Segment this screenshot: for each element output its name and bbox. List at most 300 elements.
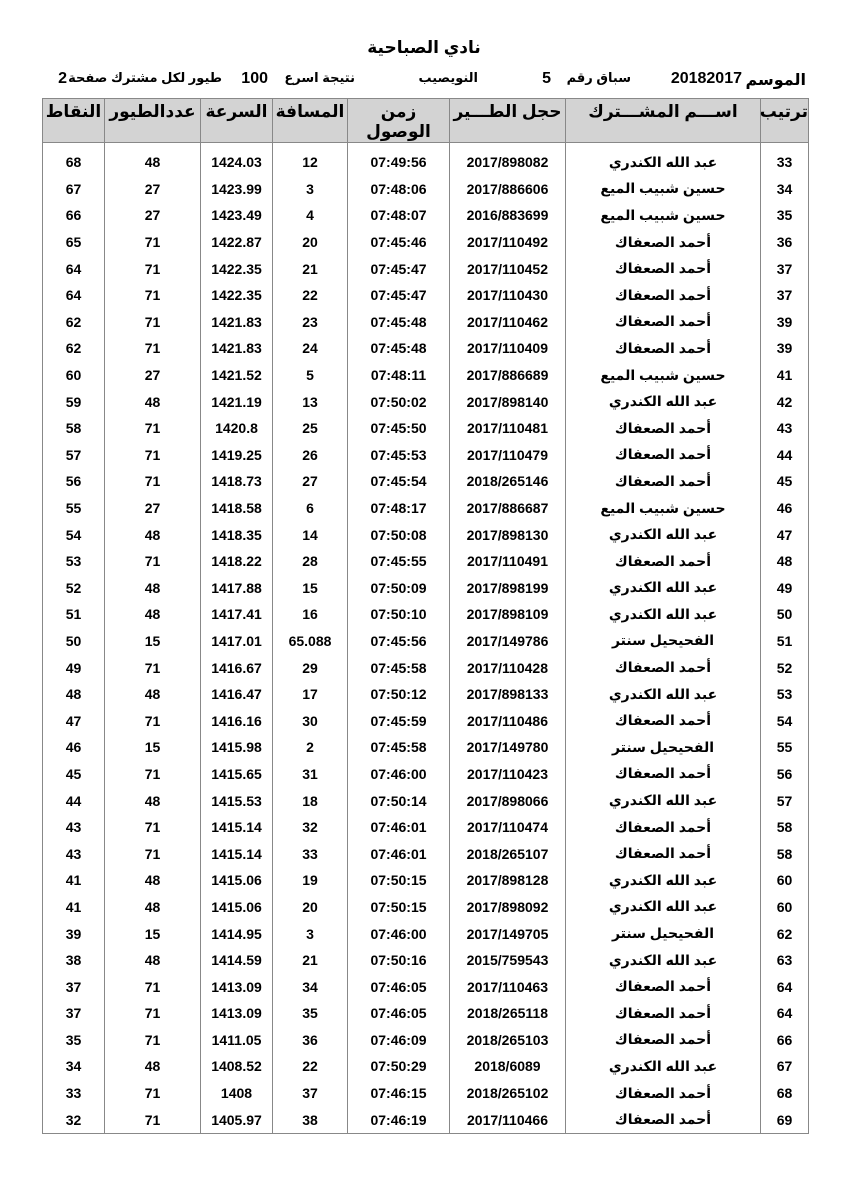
cell-name: حسين شبيب الميع bbox=[566, 362, 761, 389]
table-row bbox=[43, 1027, 809, 1054]
cell-points: 37 bbox=[43, 973, 105, 1000]
cell-points: 64 bbox=[43, 255, 105, 282]
table-row bbox=[43, 628, 809, 655]
cell-rank: 43 bbox=[761, 415, 809, 442]
cell-distance: 15 bbox=[273, 575, 348, 602]
col-birds-header: عددالطيور bbox=[105, 99, 201, 143]
cell-ring: 2017/110462 bbox=[450, 309, 566, 336]
season-value: 20182017 bbox=[670, 70, 742, 87]
cell-arrival: 07:46:19 bbox=[348, 1106, 450, 1133]
cell-distance: 13 bbox=[273, 388, 348, 415]
cell-distance: 35 bbox=[273, 1000, 348, 1027]
table-row bbox=[43, 761, 809, 788]
cell-distance: 25 bbox=[273, 415, 348, 442]
cell-distance: 30 bbox=[273, 707, 348, 734]
cell-points: 62 bbox=[43, 335, 105, 362]
cell-rank: 47 bbox=[761, 521, 809, 548]
cell-birds: 48 bbox=[105, 388, 201, 415]
cell-rank: 42 bbox=[761, 388, 809, 415]
table-row bbox=[43, 1106, 809, 1133]
cell-distance: 26 bbox=[273, 442, 348, 469]
cell-name: عبد الله الكندري bbox=[566, 601, 761, 628]
col-ring-header: حجل الطـــير bbox=[450, 99, 566, 143]
table-row bbox=[43, 867, 809, 894]
cell-points: 37 bbox=[43, 1000, 105, 1027]
col-speed-header: السرعة bbox=[201, 99, 273, 143]
cell-speed: 1415.65 bbox=[201, 761, 273, 788]
table-row bbox=[43, 601, 809, 628]
cell-points: 52 bbox=[43, 575, 105, 602]
cell-speed: 1414.95 bbox=[201, 920, 273, 947]
cell-distance: 27 bbox=[273, 468, 348, 495]
col-distance-header: المسافة bbox=[273, 99, 348, 143]
cell-speed: 1420.8 bbox=[201, 415, 273, 442]
cell-rank: 68 bbox=[761, 1080, 809, 1107]
cell-speed: 1415.06 bbox=[201, 894, 273, 921]
table-row bbox=[43, 229, 809, 256]
race-number-value: 5 bbox=[542, 70, 551, 87]
cell-distance: 20 bbox=[273, 894, 348, 921]
cell-speed: 1422.35 bbox=[201, 255, 273, 282]
cell-birds: 71 bbox=[105, 814, 201, 841]
cell-ring: 2017/110486 bbox=[450, 707, 566, 734]
table-row bbox=[43, 362, 809, 389]
cell-distance: 21 bbox=[273, 947, 348, 974]
cell-birds: 71 bbox=[105, 1106, 201, 1133]
cell-birds: 71 bbox=[105, 255, 201, 282]
cell-points: 46 bbox=[43, 734, 105, 761]
cell-points: 51 bbox=[43, 601, 105, 628]
table-row bbox=[43, 707, 809, 734]
cell-name: أحمد الصعفاك bbox=[566, 548, 761, 575]
cell-distance: 2 bbox=[273, 734, 348, 761]
cell-speed: 1419.25 bbox=[201, 442, 273, 469]
cell-arrival: 07:45:54 bbox=[348, 468, 450, 495]
cell-birds: 71 bbox=[105, 973, 201, 1000]
cell-rank: 48 bbox=[761, 548, 809, 575]
cell-name: أحمد الصعفاك bbox=[566, 973, 761, 1000]
cell-rank: 60 bbox=[761, 867, 809, 894]
cell-points: 49 bbox=[43, 654, 105, 681]
cell-arrival: 07:50:10 bbox=[348, 601, 450, 628]
cell-arrival: 07:45:59 bbox=[348, 707, 450, 734]
col-rank-header: ترتيب bbox=[761, 99, 809, 143]
table-row bbox=[43, 495, 809, 522]
cell-ring: 2017/110452 bbox=[450, 255, 566, 282]
cell-speed: 1417.88 bbox=[201, 575, 273, 602]
cell-points: 62 bbox=[43, 309, 105, 336]
cell-birds: 48 bbox=[105, 1053, 201, 1080]
cell-birds: 71 bbox=[105, 840, 201, 867]
cell-birds: 71 bbox=[105, 282, 201, 309]
cell-distance: 38 bbox=[273, 1106, 348, 1133]
race-location: النويصيب bbox=[418, 70, 478, 85]
table-row bbox=[43, 176, 809, 203]
cell-points: 47 bbox=[43, 707, 105, 734]
cell-speed: 1416.47 bbox=[201, 681, 273, 708]
cell-distance: 22 bbox=[273, 282, 348, 309]
cell-arrival: 07:45:55 bbox=[348, 548, 450, 575]
cell-rank: 52 bbox=[761, 654, 809, 681]
cell-distance: 33 bbox=[273, 840, 348, 867]
cell-ring: 2017/110409 bbox=[450, 335, 566, 362]
cell-birds: 48 bbox=[105, 601, 201, 628]
cell-birds: 71 bbox=[105, 1000, 201, 1027]
table-row bbox=[43, 149, 809, 176]
cell-name: الفحيحيل سنتر bbox=[566, 628, 761, 655]
table-row bbox=[43, 388, 809, 415]
cell-rank: 60 bbox=[761, 894, 809, 921]
cell-name: حسين شبيب الميع bbox=[566, 176, 761, 203]
cell-rank: 45 bbox=[761, 468, 809, 495]
cell-distance: 36 bbox=[273, 1027, 348, 1054]
table-row bbox=[43, 814, 809, 841]
cell-distance: 20 bbox=[273, 229, 348, 256]
season-label: الموسم bbox=[745, 72, 806, 89]
cell-points: 59 bbox=[43, 388, 105, 415]
cell-ring: 2017/110481 bbox=[450, 415, 566, 442]
cell-ring: 2017/898128 bbox=[450, 867, 566, 894]
cell-speed: 1415.14 bbox=[201, 840, 273, 867]
cell-arrival: 07:50:09 bbox=[348, 575, 450, 602]
cell-birds: 48 bbox=[105, 867, 201, 894]
cell-birds: 71 bbox=[105, 654, 201, 681]
cell-arrival: 07:45:50 bbox=[348, 415, 450, 442]
race-number-label: سباق رقم bbox=[566, 70, 631, 85]
cell-birds: 48 bbox=[105, 681, 201, 708]
cell-ring: 2017/898066 bbox=[450, 787, 566, 814]
cell-name: أحمد الصعفاك bbox=[566, 1080, 761, 1107]
table-row bbox=[43, 734, 809, 761]
cell-points: 44 bbox=[43, 787, 105, 814]
cell-rank: 50 bbox=[761, 601, 809, 628]
cell-arrival: 07:48:07 bbox=[348, 202, 450, 229]
cell-birds: 71 bbox=[105, 1027, 201, 1054]
cell-speed: 1418.35 bbox=[201, 521, 273, 548]
cell-speed: 1422.35 bbox=[201, 282, 273, 309]
cell-rank: 37 bbox=[761, 282, 809, 309]
table-row bbox=[43, 415, 809, 442]
cell-points: 56 bbox=[43, 468, 105, 495]
cell-birds: 27 bbox=[105, 176, 201, 203]
cell-arrival: 07:46:15 bbox=[348, 1080, 450, 1107]
cell-arrival: 07:45:58 bbox=[348, 734, 450, 761]
cell-arrival: 07:46:01 bbox=[348, 814, 450, 841]
cell-speed: 1415.53 bbox=[201, 787, 273, 814]
cell-rank: 56 bbox=[761, 761, 809, 788]
cell-name: عبد الله الكندري bbox=[566, 149, 761, 176]
cell-name: عبد الله الكندري bbox=[566, 947, 761, 974]
cell-distance: 6 bbox=[273, 495, 348, 522]
cell-arrival: 07:45:47 bbox=[348, 282, 450, 309]
cell-distance: 37 bbox=[273, 1080, 348, 1107]
cell-arrival: 07:50:16 bbox=[348, 947, 450, 974]
cell-points: 35 bbox=[43, 1027, 105, 1054]
cell-rank: 34 bbox=[761, 176, 809, 203]
cell-ring: 2018/6089 bbox=[450, 1053, 566, 1080]
cell-rank: 55 bbox=[761, 734, 809, 761]
table-row bbox=[43, 575, 809, 602]
table-row bbox=[43, 282, 809, 309]
table-row bbox=[43, 442, 809, 469]
cell-distance: 31 bbox=[273, 761, 348, 788]
cell-name: أحمد الصعفاك bbox=[566, 814, 761, 841]
cell-birds: 48 bbox=[105, 521, 201, 548]
cell-points: 65 bbox=[43, 229, 105, 256]
cell-name: أحمد الصعفاك bbox=[566, 415, 761, 442]
table-row bbox=[43, 255, 809, 282]
cell-speed: 1421.19 bbox=[201, 388, 273, 415]
cell-points: 57 bbox=[43, 442, 105, 469]
cell-name: عبد الله الكندري bbox=[566, 388, 761, 415]
cell-name: الفحيحيل سنتر bbox=[566, 920, 761, 947]
cell-rank: 51 bbox=[761, 628, 809, 655]
table-row bbox=[43, 309, 809, 336]
cell-birds: 71 bbox=[105, 229, 201, 256]
cell-arrival: 07:48:11 bbox=[348, 362, 450, 389]
cell-name: أحمد الصعفاك bbox=[566, 255, 761, 282]
cell-points: 34 bbox=[43, 1053, 105, 1080]
cell-birds: 71 bbox=[105, 335, 201, 362]
cell-ring: 2017/886606 bbox=[450, 176, 566, 203]
cell-arrival: 07:50:15 bbox=[348, 867, 450, 894]
cell-distance: 24 bbox=[273, 335, 348, 362]
cell-ring: 2017/898092 bbox=[450, 894, 566, 921]
cell-points: 32 bbox=[43, 1106, 105, 1133]
cell-points: 50 bbox=[43, 628, 105, 655]
cell-arrival: 07:46:00 bbox=[348, 920, 450, 947]
cell-rank: 46 bbox=[761, 495, 809, 522]
cell-ring: 2017/898140 bbox=[450, 388, 566, 415]
cell-speed: 1411.05 bbox=[201, 1027, 273, 1054]
cell-distance: 18 bbox=[273, 787, 348, 814]
cell-arrival: 07:45:58 bbox=[348, 654, 450, 681]
table-row bbox=[43, 521, 809, 548]
cell-arrival: 07:50:29 bbox=[348, 1053, 450, 1080]
col-arrival-header: زمن الوصول bbox=[348, 99, 450, 143]
page-label: طيور لكل مشترك صفحة bbox=[68, 70, 222, 85]
cell-speed: 1408 bbox=[201, 1080, 273, 1107]
cell-name: عبد الله الكندري bbox=[566, 1053, 761, 1080]
cell-rank: 39 bbox=[761, 335, 809, 362]
cell-arrival: 07:45:48 bbox=[348, 309, 450, 336]
cell-rank: 35 bbox=[761, 202, 809, 229]
cell-arrival: 07:46:01 bbox=[348, 840, 450, 867]
table-row bbox=[43, 548, 809, 575]
cell-speed: 1421.83 bbox=[201, 335, 273, 362]
cell-rank: 67 bbox=[761, 1053, 809, 1080]
cell-distance: 3 bbox=[273, 176, 348, 203]
table-row bbox=[43, 1000, 809, 1027]
race-info-line bbox=[46, 70, 806, 90]
cell-ring: 2018/265102 bbox=[450, 1080, 566, 1107]
table-row bbox=[43, 681, 809, 708]
table-row bbox=[43, 787, 809, 814]
cell-speed: 1422.87 bbox=[201, 229, 273, 256]
cell-rank: 37 bbox=[761, 255, 809, 282]
cell-arrival: 07:45:48 bbox=[348, 335, 450, 362]
cell-name: أحمد الصعفاك bbox=[566, 1000, 761, 1027]
cell-arrival: 07:50:08 bbox=[348, 521, 450, 548]
cell-rank: 54 bbox=[761, 707, 809, 734]
cell-points: 41 bbox=[43, 894, 105, 921]
cell-distance: 34 bbox=[273, 973, 348, 1000]
cell-birds: 15 bbox=[105, 920, 201, 947]
cell-ring: 2018/265146 bbox=[450, 468, 566, 495]
cell-birds: 71 bbox=[105, 309, 201, 336]
cell-ring: 2017/149786 bbox=[450, 628, 566, 655]
cell-name: عبد الله الكندري bbox=[566, 681, 761, 708]
cell-points: 43 bbox=[43, 840, 105, 867]
cell-arrival: 07:45:47 bbox=[348, 255, 450, 282]
cell-ring: 2018/265118 bbox=[450, 1000, 566, 1027]
cell-distance: 12 bbox=[273, 149, 348, 176]
cell-birds: 71 bbox=[105, 442, 201, 469]
table-row bbox=[43, 1080, 809, 1107]
cell-distance: 14 bbox=[273, 521, 348, 548]
cell-rank: 69 bbox=[761, 1106, 809, 1133]
cell-ring: 2017/886687 bbox=[450, 495, 566, 522]
cell-points: 55 bbox=[43, 495, 105, 522]
cell-name: أحمد الصعفاك bbox=[566, 282, 761, 309]
cell-birds: 27 bbox=[105, 495, 201, 522]
cell-points: 39 bbox=[43, 920, 105, 947]
cell-distance: 29 bbox=[273, 654, 348, 681]
table-row bbox=[43, 335, 809, 362]
cell-speed: 1418.22 bbox=[201, 548, 273, 575]
cell-ring: 2017/110492 bbox=[450, 229, 566, 256]
cell-speed: 1413.09 bbox=[201, 1000, 273, 1027]
cell-name: أحمد الصعفاك bbox=[566, 840, 761, 867]
cell-ring: 2017/886689 bbox=[450, 362, 566, 389]
cell-name: أحمد الصعفاك bbox=[566, 1106, 761, 1133]
cell-arrival: 07:46:05 bbox=[348, 1000, 450, 1027]
cell-arrival: 07:45:46 bbox=[348, 229, 450, 256]
cell-distance: 65.088 bbox=[273, 628, 348, 655]
table-row bbox=[43, 840, 809, 867]
cell-name: أحمد الصعفاك bbox=[566, 654, 761, 681]
cell-birds: 71 bbox=[105, 1080, 201, 1107]
cell-points: 64 bbox=[43, 282, 105, 309]
cell-birds: 71 bbox=[105, 548, 201, 575]
club-title: نادي الصباحية bbox=[367, 38, 481, 57]
cell-name: حسين شبيب الميع bbox=[566, 202, 761, 229]
cell-distance: 21 bbox=[273, 255, 348, 282]
cell-speed: 1417.41 bbox=[201, 601, 273, 628]
cell-distance: 5 bbox=[273, 362, 348, 389]
cell-points: 60 bbox=[43, 362, 105, 389]
cell-birds: 15 bbox=[105, 734, 201, 761]
cell-speed: 1416.16 bbox=[201, 707, 273, 734]
cell-speed: 1421.83 bbox=[201, 309, 273, 336]
table-header-row bbox=[43, 99, 809, 143]
cell-distance: 32 bbox=[273, 814, 348, 841]
cell-speed: 1415.06 bbox=[201, 867, 273, 894]
cell-points: 66 bbox=[43, 202, 105, 229]
col-points-header: النقاط bbox=[43, 99, 105, 143]
cell-distance: 3 bbox=[273, 920, 348, 947]
cell-rank: 62 bbox=[761, 920, 809, 947]
cell-arrival: 07:48:17 bbox=[348, 495, 450, 522]
cell-birds: 71 bbox=[105, 761, 201, 788]
cell-arrival: 07:46:05 bbox=[348, 973, 450, 1000]
cell-ring: 2017/898082 bbox=[450, 149, 566, 176]
cell-ring: 2017/110491 bbox=[450, 548, 566, 575]
cell-arrival: 07:49:56 bbox=[348, 149, 450, 176]
cell-name: حسين شبيب الميع bbox=[566, 495, 761, 522]
cell-name: أحمد الصعفاك bbox=[566, 707, 761, 734]
cell-rank: 66 bbox=[761, 1027, 809, 1054]
cell-arrival: 07:50:15 bbox=[348, 894, 450, 921]
cell-speed: 1414.59 bbox=[201, 947, 273, 974]
cell-ring: 2015/759543 bbox=[450, 947, 566, 974]
cell-distance: 22 bbox=[273, 1053, 348, 1080]
cell-points: 38 bbox=[43, 947, 105, 974]
cell-name: أحمد الصعفاك bbox=[566, 229, 761, 256]
cell-name: عبد الله الكندري bbox=[566, 894, 761, 921]
result-label: نتيجة اسرع bbox=[284, 70, 355, 85]
cell-speed: 1421.52 bbox=[201, 362, 273, 389]
cell-name: أحمد الصعفاك bbox=[566, 761, 761, 788]
col-name-header: اســـم المشـــترك bbox=[566, 99, 761, 143]
cell-arrival: 07:46:00 bbox=[348, 761, 450, 788]
cell-distance: 28 bbox=[273, 548, 348, 575]
cell-rank: 39 bbox=[761, 309, 809, 336]
cell-points: 67 bbox=[43, 176, 105, 203]
cell-ring: 2017/110466 bbox=[450, 1106, 566, 1133]
cell-birds: 48 bbox=[105, 575, 201, 602]
cell-name: أحمد الصعفاك bbox=[566, 468, 761, 495]
table-row bbox=[43, 468, 809, 495]
cell-ring: 2017/110430 bbox=[450, 282, 566, 309]
cell-points: 48 bbox=[43, 681, 105, 708]
cell-ring: 2017/898130 bbox=[450, 521, 566, 548]
cell-birds: 27 bbox=[105, 362, 201, 389]
cell-arrival: 07:50:12 bbox=[348, 681, 450, 708]
cell-arrival: 07:50:02 bbox=[348, 388, 450, 415]
cell-ring: 2017/110428 bbox=[450, 654, 566, 681]
table-row bbox=[43, 654, 809, 681]
table-row bbox=[43, 1053, 809, 1080]
cell-speed: 1416.67 bbox=[201, 654, 273, 681]
cell-ring: 2017/110479 bbox=[450, 442, 566, 469]
cell-rank: 44 bbox=[761, 442, 809, 469]
result-value: 100 bbox=[241, 70, 268, 87]
cell-points: 58 bbox=[43, 415, 105, 442]
results-table bbox=[42, 98, 809, 1134]
cell-name: أحمد الصعفاك bbox=[566, 442, 761, 469]
page-number: 2 bbox=[58, 70, 67, 87]
cell-distance: 19 bbox=[273, 867, 348, 894]
cell-ring: 2016/883699 bbox=[450, 202, 566, 229]
cell-distance: 17 bbox=[273, 681, 348, 708]
table-row bbox=[43, 202, 809, 229]
cell-speed: 1418.58 bbox=[201, 495, 273, 522]
cell-birds: 48 bbox=[105, 947, 201, 974]
cell-rank: 64 bbox=[761, 973, 809, 1000]
cell-rank: 33 bbox=[761, 149, 809, 176]
cell-name: أحمد الصعفاك bbox=[566, 309, 761, 336]
table-row bbox=[43, 894, 809, 921]
cell-ring: 2017/110423 bbox=[450, 761, 566, 788]
cell-ring: 2017/149705 bbox=[450, 920, 566, 947]
cell-speed: 1413.09 bbox=[201, 973, 273, 1000]
cell-distance: 16 bbox=[273, 601, 348, 628]
cell-rank: 58 bbox=[761, 814, 809, 841]
cell-points: 43 bbox=[43, 814, 105, 841]
cell-ring: 2017/110474 bbox=[450, 814, 566, 841]
cell-rank: 41 bbox=[761, 362, 809, 389]
